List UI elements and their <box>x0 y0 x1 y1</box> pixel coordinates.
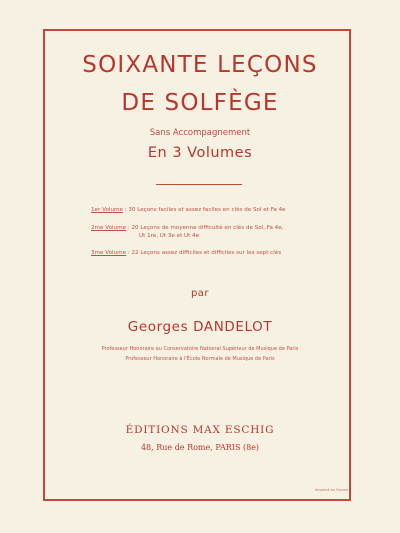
volume-2-text: : 20 Leçons de moyenne difficulté en clés de Sol, Fa 4e, <box>126 225 284 231</box>
volume-1-line <box>91 206 341 214</box>
subtitle: Sans Accompagnement <box>149 128 251 138</box>
printed-in-france: Imprimé en France <box>315 488 348 492</box>
divider <box>156 184 242 185</box>
publisher-address: 48, Rue de Rome, PARIS (8e) <box>140 443 260 452</box>
volume-1-label: 1er Volume <box>91 207 123 213</box>
volume-2-text-continued: Ut 1re, Ut 3e et Ut 4e <box>139 233 200 239</box>
by-label: par <box>190 288 210 299</box>
title-line-1: SOIXANTE LEÇONS <box>82 52 318 78</box>
publisher-name: ÉDITIONS MAX ESCHIG <box>125 424 275 436</box>
volume-3-line <box>91 249 341 257</box>
volume-3-label: 3me Volume <box>91 250 127 256</box>
volume-2-label: 2me Volume <box>91 225 127 231</box>
volume-3-text: : 22 Leçons assez difficiles et difficiles sur les sept clés <box>126 250 282 256</box>
author-credential-2: Professeur Honoraire à l'École Normale de Musique de Paris <box>125 356 275 362</box>
author-name: Georges DANDELOT <box>127 319 273 335</box>
volume-1-text: : 30 Leçons faciles et assez faciles en clés de Sol et Fa 4e <box>122 207 286 213</box>
volumes-count: En 3 Volumes <box>147 145 253 161</box>
author-credential-1: Professeur Honoraire au Conservatoire National Supérieur de Musique de Paris <box>101 346 299 352</box>
title-line-2: DE SOLFÈGE <box>121 90 279 116</box>
volume-2-line <box>91 224 341 232</box>
